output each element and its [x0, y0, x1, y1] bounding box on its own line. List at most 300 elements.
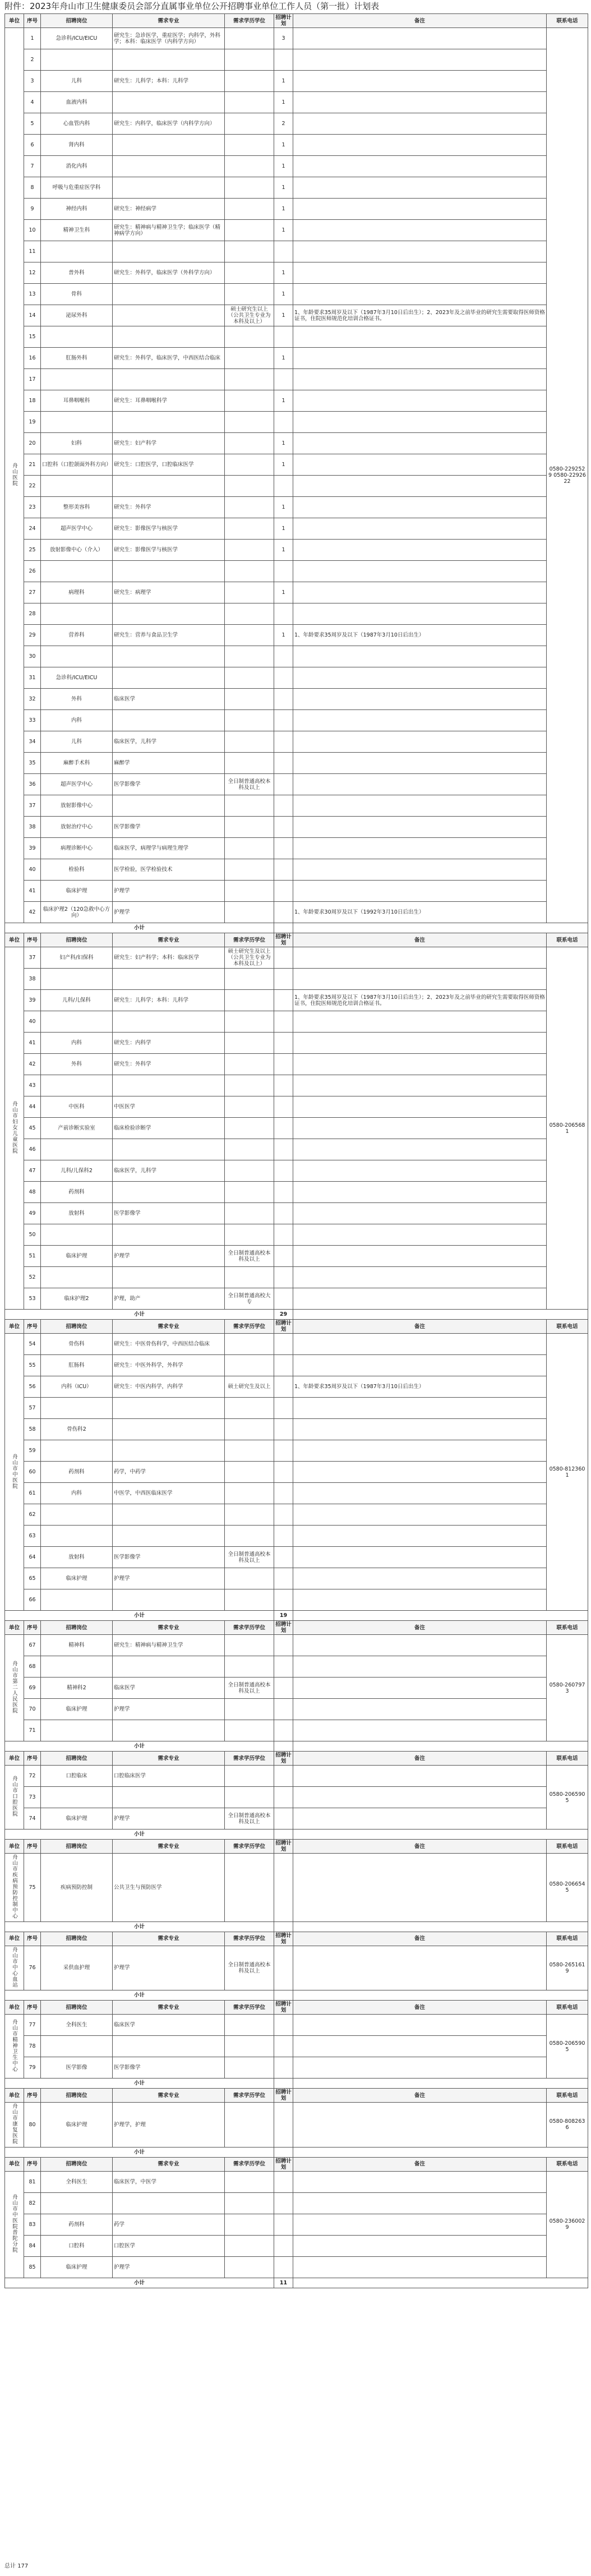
- seq-cell: 81: [24, 2171, 41, 2192]
- subtotal-label: 小计: [5, 1310, 274, 1320]
- remarks-cell: 1、年龄要求35周岁及以下（1987年3月10日后出生）；2、2023年及之前毕业的研究生需要取得医师资格证书，住院医师规范化培训合格证书。: [293, 990, 547, 1011]
- major-cell: 医学检验，医学检验技术: [113, 859, 225, 881]
- table-row: [5, 1589, 588, 1611]
- major-cell: 药学: [113, 2214, 225, 2235]
- major-cell: 研究生：妇产科学: [113, 433, 225, 454]
- table-row: [5, 667, 588, 689]
- position-cell: 病理科: [41, 582, 113, 603]
- position-cell: 普外科: [41, 262, 113, 284]
- position-cell: [41, 1011, 113, 1033]
- seq-cell: 9: [24, 199, 41, 220]
- education-cell: [225, 1054, 274, 1075]
- unit-cell: [5, 1334, 24, 1611]
- education-cell: [225, 1526, 274, 1547]
- subtotal-row: [5, 2079, 588, 2089]
- education-cell: [225, 1635, 274, 1656]
- remarks-cell: [293, 2235, 547, 2256]
- seq-cell: 53: [24, 1288, 41, 1310]
- subtotal-blank: [293, 2147, 588, 2157]
- education-cell: [225, 2171, 274, 2192]
- table-row: [5, 990, 588, 1011]
- header-position: 招聘岗位: [41, 1621, 113, 1635]
- header-remarks: 备注: [293, 14, 547, 28]
- count-cell: [274, 947, 293, 969]
- major-cell: [113, 369, 225, 390]
- table-row: [5, 1678, 588, 1699]
- header-seq: 序号: [24, 933, 41, 947]
- major-cell: [113, 1787, 225, 1808]
- major-cell: 研究生：营养与食品卫生学: [113, 625, 225, 646]
- table-row: [5, 1720, 588, 1741]
- seq-cell: 83: [24, 2214, 41, 2235]
- count-cell: [274, 1118, 293, 1139]
- header-seq: 序号: [24, 2089, 41, 2103]
- remarks-cell: [293, 156, 547, 177]
- header-seq: 序号: [24, 1840, 41, 1854]
- subtotal-row: [5, 1611, 588, 1621]
- unit-name: 舟山市疾病预防控制中心: [11, 1854, 17, 1919]
- table-row: [5, 2235, 588, 2256]
- subtotal-label: 小计: [5, 1830, 274, 1840]
- count-cell: 1: [274, 497, 293, 518]
- position-cell: 急诊科/ICU/EICU: [41, 667, 113, 689]
- table-row: [5, 1568, 588, 1589]
- position-cell: 肛肠科: [41, 1355, 113, 1376]
- major-cell: 护理学: [113, 902, 225, 923]
- seq-cell: 5: [24, 113, 41, 135]
- remarks-cell: [293, 262, 547, 284]
- education-cell: [225, 1355, 274, 1376]
- table-row: [5, 220, 588, 241]
- seq-cell: 2: [24, 49, 41, 71]
- header-remarks: 备注: [293, 1752, 547, 1766]
- major-cell: [113, 646, 225, 667]
- count-cell: [274, 1267, 293, 1288]
- education-cell: [225, 582, 274, 603]
- table-row: [5, 947, 588, 969]
- count-cell: 3: [274, 28, 293, 49]
- count-cell: [274, 369, 293, 390]
- header-position: 招聘岗位: [41, 2089, 113, 2103]
- education-cell: [225, 28, 274, 49]
- position-cell: [41, 1656, 113, 1678]
- subtotal-count: [274, 1830, 293, 1840]
- position-cell: [41, 603, 113, 625]
- major-cell: [113, 561, 225, 582]
- recruitment-plan-table: [4, 13, 588, 2288]
- count-cell: [274, 1808, 293, 1830]
- major-cell: [113, 49, 225, 71]
- major-cell: [113, 1011, 225, 1033]
- education-cell: 全日制普通高校本科及以上: [225, 1808, 274, 1830]
- position-cell: 内科: [41, 710, 113, 731]
- remarks-cell: [293, 1011, 547, 1033]
- position-cell: 泌尿外科: [41, 305, 113, 326]
- header-remarks: 备注: [293, 2001, 547, 2015]
- position-cell: 儿科: [41, 71, 113, 92]
- table-header-row: [5, 1320, 588, 1334]
- count-cell: 1: [274, 582, 293, 603]
- remarks-cell: [293, 1033, 547, 1054]
- position-cell: [41, 412, 113, 433]
- subtotal-row: [5, 1741, 588, 1752]
- education-cell: [225, 881, 274, 902]
- table-row: [5, 2256, 588, 2278]
- table-row: [5, 1787, 588, 1808]
- education-cell: [225, 1462, 274, 1483]
- seq-cell: 22: [24, 476, 41, 497]
- major-cell: [113, 1182, 225, 1203]
- count-cell: [274, 1462, 293, 1483]
- table-row: [5, 582, 588, 603]
- count-cell: [274, 603, 293, 625]
- header-count: 招聘计划: [274, 1320, 293, 1334]
- seq-cell: 50: [24, 1224, 41, 1246]
- table-row: [5, 1334, 588, 1355]
- remarks-cell: [293, 710, 547, 731]
- education-cell: 全日制普通高校本科及以上: [225, 1946, 274, 1990]
- subtotal-count: [274, 923, 293, 933]
- header-count: 招聘计划: [274, 2001, 293, 2015]
- header-unit: 单位: [5, 1621, 24, 1635]
- subtotal-blank: [293, 1921, 588, 1932]
- subtotal-row: [5, 1990, 588, 2001]
- remarks-cell: [293, 667, 547, 689]
- header-seq: 序号: [24, 1932, 41, 1946]
- unit-cell: [5, 2171, 24, 2278]
- header-phone: 联系电话: [547, 2157, 588, 2171]
- education-cell: 全日制普通高校本科及以上: [225, 1678, 274, 1699]
- count-cell: 1: [274, 71, 293, 92]
- major-cell: [113, 710, 225, 731]
- table-row: [5, 1526, 588, 1547]
- header-phone: 联系电话: [547, 1840, 588, 1854]
- count-cell: 1: [274, 199, 293, 220]
- remarks-cell: [293, 2103, 547, 2148]
- count-cell: 2: [274, 113, 293, 135]
- count-cell: [274, 646, 293, 667]
- count-cell: [274, 1376, 293, 1398]
- count-cell: [274, 859, 293, 881]
- major-cell: 研究生：耳鼻咽喉科学: [113, 390, 225, 412]
- count-cell: [274, 1096, 293, 1118]
- seq-cell: 7: [24, 156, 41, 177]
- table-header-row: [5, 14, 588, 28]
- count-cell: [274, 1075, 293, 1096]
- major-cell: [113, 795, 225, 817]
- education-cell: [225, 1720, 274, 1741]
- major-cell: 研究生：儿科学；本科：儿科学: [113, 990, 225, 1011]
- position-cell: 妇科: [41, 433, 113, 454]
- subtotal-blank: [293, 2079, 588, 2089]
- education-cell: 全日制普通高校本科及以上: [225, 774, 274, 795]
- major-cell: [113, 326, 225, 348]
- position-cell: [41, 1224, 113, 1246]
- count-cell: [274, 561, 293, 582]
- remarks-cell: [293, 220, 547, 241]
- position-cell: 全科医生: [41, 2171, 113, 2192]
- position-cell: 放射影像中心: [41, 795, 113, 817]
- seq-cell: 42: [24, 902, 41, 923]
- major-cell: 护理，助产: [113, 1288, 225, 1310]
- header-unit: 单位: [5, 1320, 24, 1334]
- education-cell: [225, 838, 274, 859]
- remarks-cell: [293, 1139, 547, 1160]
- header-unit: 单位: [5, 2157, 24, 2171]
- remarks-cell: [293, 1160, 547, 1182]
- position-cell: 口腔临床: [41, 1766, 113, 1787]
- table-header-row: [5, 1840, 588, 1854]
- position-cell: 口腔科（口腔颌面外科方向）: [41, 454, 113, 476]
- table-row: [5, 969, 588, 990]
- education-cell: [225, 1656, 274, 1678]
- remarks-cell: [293, 1288, 547, 1310]
- major-cell: [113, 603, 225, 625]
- seq-cell: 65: [24, 1568, 41, 1589]
- table-row: [5, 1547, 588, 1568]
- unit-name: 舟山市中医院普陀分院: [11, 2194, 17, 2253]
- remarks-cell: [293, 838, 547, 859]
- remarks-cell: [293, 326, 547, 348]
- table-row: [5, 454, 588, 476]
- table-row: [5, 241, 588, 262]
- table-header-row: [5, 1621, 588, 1635]
- header-seq: 序号: [24, 2001, 41, 2015]
- header-phone: 联系电话: [547, 933, 588, 947]
- count-cell: [274, 1203, 293, 1224]
- seq-cell: 64: [24, 1547, 41, 1568]
- count-cell: [274, 795, 293, 817]
- header-phone: 联系电话: [547, 1621, 588, 1635]
- unit-cell: [5, 1766, 24, 1830]
- count-cell: 1: [274, 135, 293, 156]
- phone-cell: 0580-2360029: [547, 2171, 588, 2278]
- table-row: [5, 1054, 588, 1075]
- seq-cell: 60: [24, 1462, 41, 1483]
- count-cell: 1: [274, 177, 293, 199]
- position-cell: 超声医学中心: [41, 774, 113, 795]
- seq-cell: 37: [24, 795, 41, 817]
- major-cell: 临床医学: [113, 2015, 225, 2036]
- subtotal-row: [5, 1921, 588, 1932]
- major-cell: 临床医学，儿科学: [113, 1160, 225, 1182]
- education-cell: [225, 1766, 274, 1787]
- header-seq: 序号: [24, 14, 41, 28]
- table-row: [5, 881, 588, 902]
- education-cell: [225, 1118, 274, 1139]
- position-cell: 儿科: [41, 731, 113, 753]
- seq-cell: 33: [24, 710, 41, 731]
- remarks-cell: [293, 561, 547, 582]
- remarks-cell: [293, 1526, 547, 1547]
- header-position: 招聘岗位: [41, 2001, 113, 2015]
- header-count: 招聘计划: [274, 2157, 293, 2171]
- remarks-cell: [293, 646, 547, 667]
- header-unit: 单位: [5, 2001, 24, 2015]
- count-cell: [274, 1054, 293, 1075]
- remarks-cell: [293, 1246, 547, 1267]
- count-cell: 1: [274, 625, 293, 646]
- position-cell: 药剂科: [41, 2214, 113, 2235]
- position-cell: 超声医学中心: [41, 518, 113, 540]
- major-cell: 护理学: [113, 1246, 225, 1267]
- position-cell: 精神科2: [41, 1678, 113, 1699]
- count-cell: [274, 1398, 293, 1419]
- position-cell: 临床护理: [41, 1808, 113, 1830]
- remarks-cell: [293, 1808, 547, 1830]
- count-cell: [274, 1568, 293, 1589]
- education-cell: [225, 1854, 274, 1922]
- seq-cell: 39: [24, 838, 41, 859]
- subtotal-row: [5, 2147, 588, 2157]
- header-major: 需求专业: [113, 2001, 225, 2015]
- major-cell: [113, 241, 225, 262]
- education-cell: [225, 284, 274, 305]
- education-cell: [225, 540, 274, 561]
- table-row: [5, 646, 588, 667]
- table-row: [5, 1182, 588, 1203]
- count-cell: 1: [274, 220, 293, 241]
- seq-cell: 37: [24, 947, 41, 969]
- position-cell: 呼吸与危重症医学科: [41, 177, 113, 199]
- header-major: 需求专业: [113, 2089, 225, 2103]
- remarks-cell: [293, 2171, 547, 2192]
- major-cell: 护理学: [113, 2256, 225, 2278]
- position-cell: 临床护理: [41, 1246, 113, 1267]
- table-row: [5, 71, 588, 92]
- count-cell: [274, 969, 293, 990]
- count-cell: [274, 1589, 293, 1611]
- remarks-cell: [293, 2036, 547, 2057]
- subtotal-blank: [293, 2278, 588, 2288]
- remarks-cell: [293, 1440, 547, 1462]
- table-row: [5, 1398, 588, 1419]
- header-education: 需求学历学位: [225, 933, 274, 947]
- count-cell: 1: [274, 156, 293, 177]
- education-cell: [225, 1096, 274, 1118]
- remarks-cell: [293, 92, 547, 113]
- position-cell: 急诊科/ICU/EICU: [41, 28, 113, 49]
- count-cell: 1: [274, 390, 293, 412]
- subtotal-blank: [293, 1830, 588, 1840]
- education-cell: [225, 433, 274, 454]
- count-cell: 1: [274, 433, 293, 454]
- position-cell: 耳鼻咽喉科: [41, 390, 113, 412]
- count-cell: [274, 1440, 293, 1462]
- seq-cell: 51: [24, 1246, 41, 1267]
- header-education: 需求学历学位: [225, 1320, 274, 1334]
- remarks-cell: 1、年龄要求30周岁及以下（1992年3月10日后出生）: [293, 902, 547, 923]
- count-cell: [274, 476, 293, 497]
- major-cell: 临床医学，儿科学: [113, 731, 225, 753]
- header-major: 需求专业: [113, 1932, 225, 1946]
- major-cell: 研究生：外科学，临床医学（外科学方向）: [113, 262, 225, 284]
- position-cell: [41, 646, 113, 667]
- major-cell: 临床医学，中医学: [113, 2171, 225, 2192]
- phone-cell: 0580-2065905: [547, 2015, 588, 2079]
- position-cell: 儿科/儿保科2: [41, 1160, 113, 1182]
- count-cell: [274, 1635, 293, 1656]
- position-cell: 骨伤科: [41, 1334, 113, 1355]
- seq-cell: 30: [24, 646, 41, 667]
- education-cell: [225, 2235, 274, 2256]
- position-cell: 神经内科: [41, 199, 113, 220]
- remarks-cell: [293, 1182, 547, 1203]
- header-education: 需求学历学位: [225, 14, 274, 28]
- education-cell: [225, 731, 274, 753]
- major-cell: [113, 1440, 225, 1462]
- count-cell: [274, 1678, 293, 1699]
- subtotal-blank: [293, 1310, 588, 1320]
- header-remarks: 备注: [293, 933, 547, 947]
- count-cell: [274, 817, 293, 838]
- position-cell: 肾内科: [41, 135, 113, 156]
- seq-cell: 23: [24, 497, 41, 518]
- count-cell: [274, 1160, 293, 1182]
- remarks-cell: [293, 795, 547, 817]
- count-cell: [274, 838, 293, 859]
- seq-cell: 69: [24, 1678, 41, 1699]
- subtotal-label: 小计: [5, 2147, 274, 2157]
- education-cell: [225, 2214, 274, 2235]
- seq-cell: 47: [24, 1160, 41, 1182]
- table-row: [5, 710, 588, 731]
- header-count: 招聘计划: [274, 1840, 293, 1854]
- count-cell: [274, 710, 293, 731]
- position-cell: 中医科: [41, 1096, 113, 1118]
- table-row: [5, 1376, 588, 1398]
- major-cell: 研究生：神经病学: [113, 199, 225, 220]
- remarks-cell: [293, 348, 547, 369]
- remarks-cell: [293, 454, 547, 476]
- position-cell: 消化内科: [41, 156, 113, 177]
- count-cell: [274, 881, 293, 902]
- major-cell: 研究生：影像医学与核医学: [113, 540, 225, 561]
- seq-cell: 52: [24, 1267, 41, 1288]
- phone-cell: 0580-8123601: [547, 1334, 588, 1611]
- seq-cell: 32: [24, 689, 41, 710]
- education-cell: [225, 262, 274, 284]
- major-cell: 麻醉学: [113, 753, 225, 774]
- major-cell: [113, 476, 225, 497]
- header-count: 招聘计划: [274, 14, 293, 28]
- education-cell: [225, 1589, 274, 1611]
- unit-cell: [5, 28, 24, 923]
- count-cell: [274, 1656, 293, 1678]
- major-cell: [113, 1720, 225, 1741]
- subtotal-row: [5, 1310, 588, 1320]
- seq-cell: 26: [24, 561, 41, 582]
- seq-cell: 41: [24, 1033, 41, 1054]
- major-cell: [113, 2192, 225, 2214]
- position-cell: 全科医生: [41, 2015, 113, 2036]
- education-cell: [225, 625, 274, 646]
- education-cell: [225, 2057, 274, 2079]
- remarks-cell: [293, 1547, 547, 1568]
- position-cell: 临床护理: [41, 2103, 113, 2148]
- major-cell: 研究生：精神病与精神卫生学: [113, 1635, 225, 1656]
- position-cell: 临床护理: [41, 1568, 113, 1589]
- major-cell: 研究生：外科学: [113, 1054, 225, 1075]
- table-row: [5, 390, 588, 412]
- position-cell: [41, 1787, 113, 1808]
- major-cell: 护理学，护理: [113, 2103, 225, 2148]
- seq-cell: 16: [24, 348, 41, 369]
- header-education: 需求学历学位: [225, 2089, 274, 2103]
- subtotal-blank: [293, 923, 588, 933]
- seq-cell: 31: [24, 667, 41, 689]
- header-count: 招聘计划: [274, 933, 293, 947]
